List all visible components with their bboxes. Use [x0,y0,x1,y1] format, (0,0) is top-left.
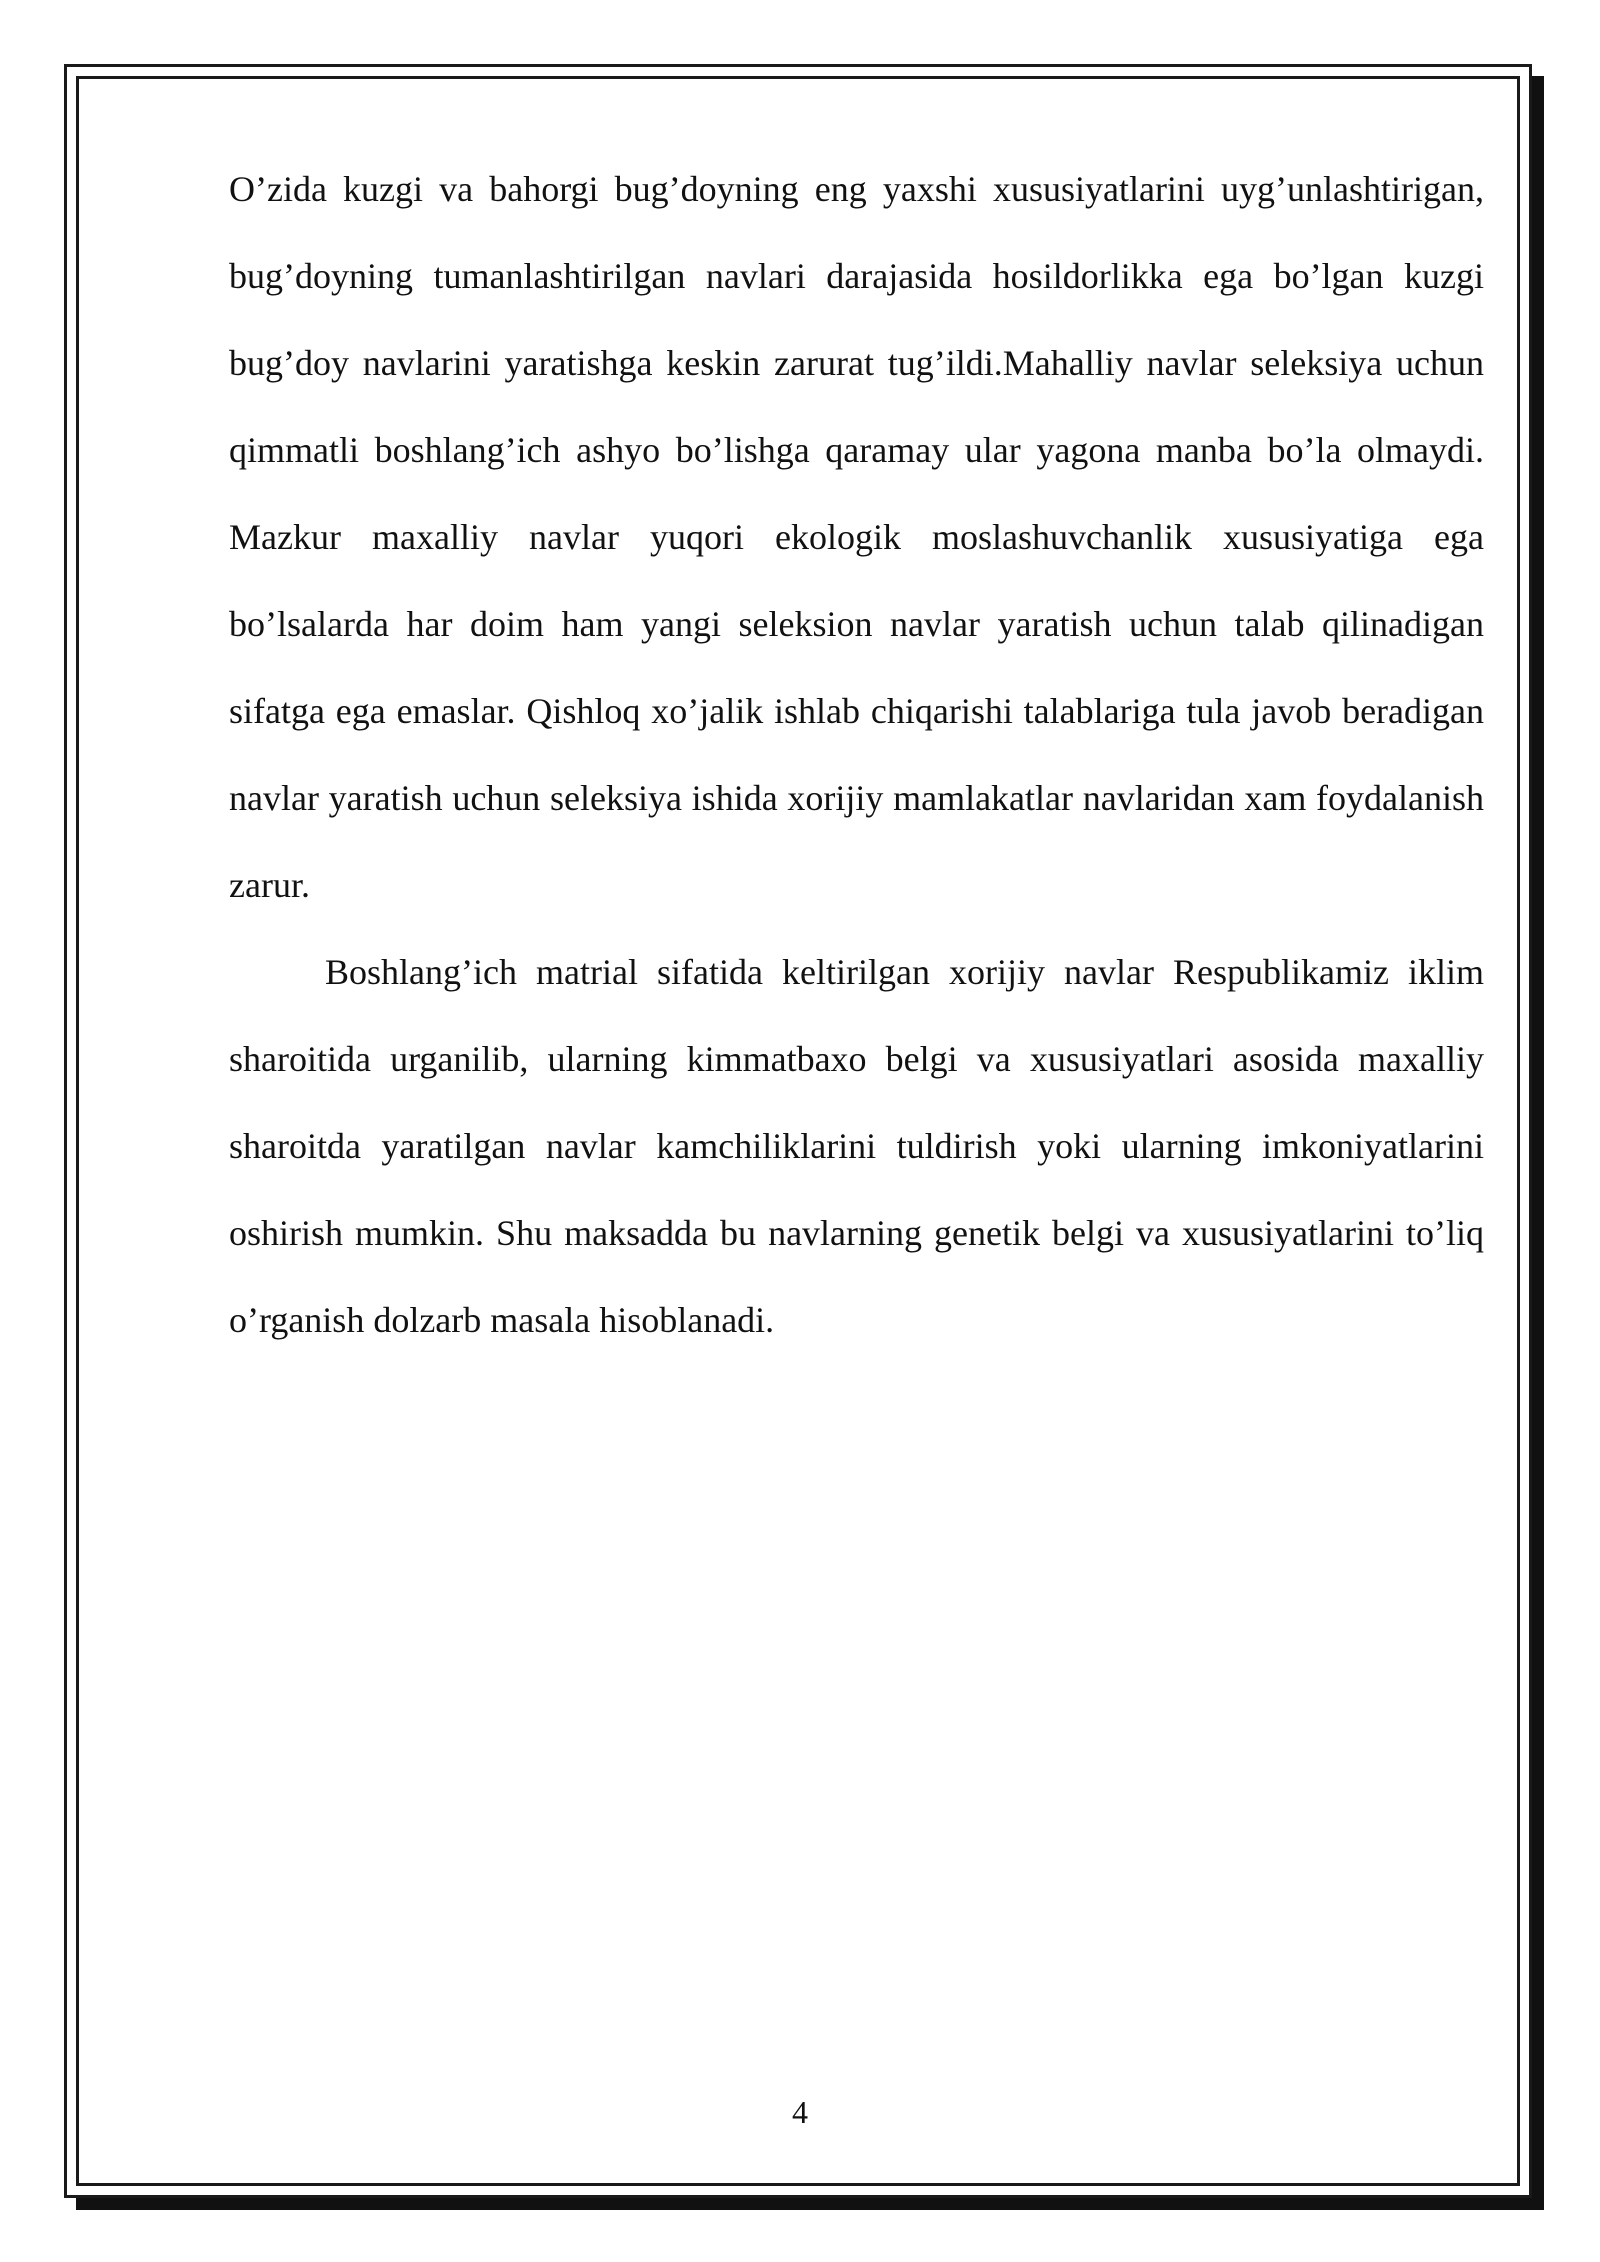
page-number: 4 [792,2094,808,2130]
page-frame-shadow-right [1532,76,1544,2210]
page-body [229,146,1484,1364]
paragraph-2: Boshlang’ich matrial sifatida keltirilgan xorijiy navlar Respublikamiz iklim sharoitida urganilib, ularning kimmatbaxo belgi va xususiyatlari asosida maxalliy sharoitda yaratilgan navlar kamchiliklarini tuldirish yoki ularning imkoniyatlarini oshirish mumkin. Shu maksadda bu navlarning genetik belgi va xususiyatlarini to’liq o’rganish dolzarb masala hisoblanadi. [229,952,1484,1340]
page-frame-shadow-bottom [76,2198,1544,2210]
paragraph-1: O’zida kuzgi va bahorgi bug’doyning eng yaxshi xususiyatlarini uyg’unlashtirigan, bug’doyning tumanlashtirilgan navlari darajasida hosildorlikka ega bo’lgan kuzgi bug’doy navlarini yaratishga keskin zarurat tug’ildi.Mahalliy navlar seleksiya uchun qimmatli boshlang’ich ashyo bo’lishga qaramay ular yagona manba bo’la olmaydi. Mazkur maxalliy navlar yuqori ekologik moslashuvchanlik xususiyatiga ega bo’lsalarda har doim ham yangi seleksion navlar yaratish uchun talab qilinadigan sifatga ega emaslar. Qishloq xo’jalik ishlab chiqarishi talablariga tula javob beradigan navlar yaratish uchun seleksiya ishida xorijiy mamlakatlar navlaridan xam foydalanish zarur. [229,169,1484,905]
